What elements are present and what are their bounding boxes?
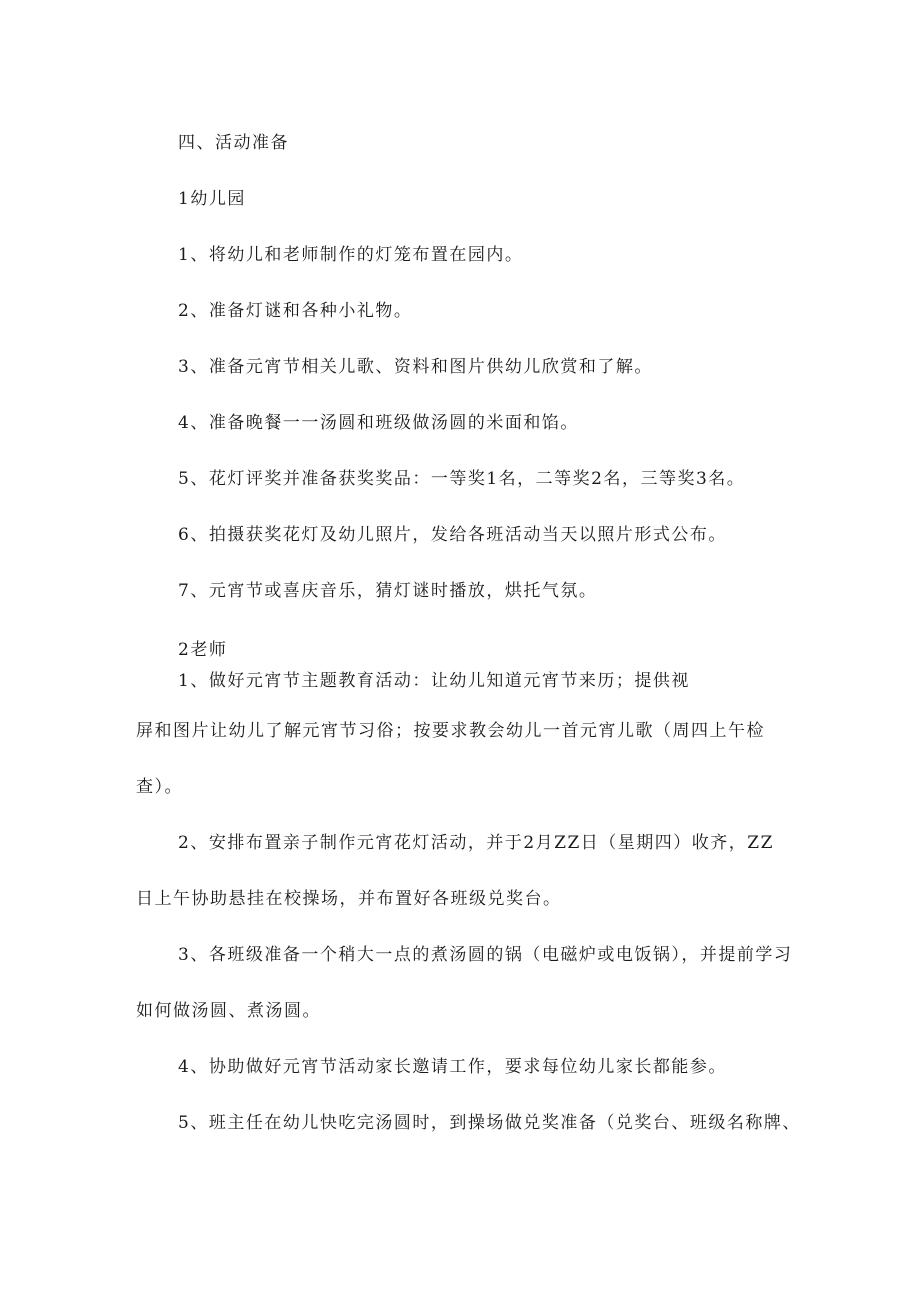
part1-item-5: 5、花灯评奖并准备获奖奖品：一等奖1名，二等奖2名，三等奖3名。	[178, 469, 746, 489]
part1-item-2: 2、准备灯谜和各种小礼物。	[178, 301, 413, 321]
part2-item-2-line-2: 日上午协助悬挂在校操场，并布置好各班级兑奖台。	[136, 889, 562, 909]
part1-item-3: 3、准备元宵节相关儿歌、资料和图片供幼儿欣赏和了解。	[178, 357, 653, 377]
part2-item-3-line-1: 3、各班级准备一个稍大一点的煮汤圆的锅（电磁炉或电饭锅），并提前学习	[178, 945, 793, 965]
part1-item-7: 7、元宵节或喜庆音乐，猜灯谜时播放，烘托气氛。	[178, 581, 598, 601]
part2-heading: 2老师	[178, 640, 228, 660]
part2-item-1-line-3: 查）。	[136, 777, 183, 797]
part1-item-6: 6、拍摄获奖花灯及幼儿照片，发给各班活动当天以照片形式公布。	[178, 525, 727, 545]
part1-item-4: 4、准备晚餐一一汤圆和班级做汤圆的米面和馅。	[178, 413, 579, 433]
part2-item-2-line-1: 2、安排布置亲子制作元宵花灯活动，并于2月ZZ日（星期四）收齐，ZZ	[178, 833, 774, 853]
part1-heading: 1幼儿园	[178, 189, 246, 209]
section-title: 四、活动准备	[178, 133, 289, 153]
part2-item-3-line-2: 如何做汤圆、煮汤圆。	[136, 1001, 321, 1021]
part2-item-1-line-2: 屏和图片让幼儿了解元宵节习俗；按要求教会幼儿一首元宵儿歌（周四上午检	[136, 721, 765, 741]
part2-item-5-line-1: 5、班主任在幼儿快吃完汤圆时，到操场做兑奖准备（兑奖台、班级名称牌、	[178, 1113, 801, 1133]
part1-item-1: 1、将幼儿和老师制作的灯笼布置在园内。	[178, 245, 524, 265]
part2-item-1-line-1: 1、做好元宵节主题教育活动：让幼儿知道元宵节来历；提供视	[178, 671, 690, 691]
part2-item-4-line-1: 4、协助做好元宵节活动家长邀请工作，要求每位幼儿家长都能参。	[178, 1057, 727, 1077]
